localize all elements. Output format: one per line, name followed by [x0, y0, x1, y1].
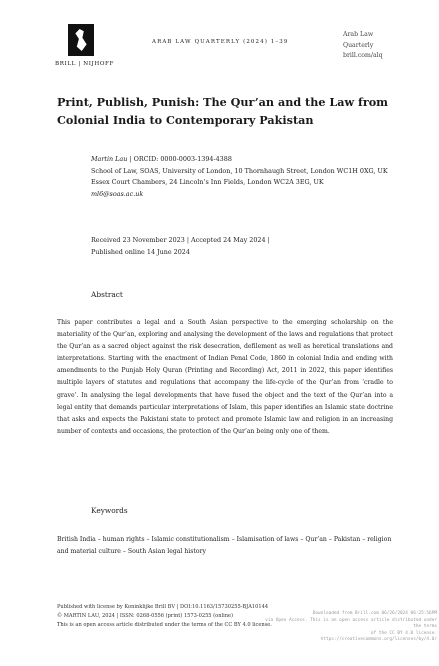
author-name: Martin Lau [91, 155, 128, 163]
download-watermark [255, 611, 437, 644]
keywords-heading: Keywords [91, 506, 128, 515]
abstract-text: This paper contributes a legal and a South Asian perspective to the emerging scholarship on the materiality of the Qur’an, exploring and analysing the development of the laws and regulations that protect the Qur’an as a sacred object against the risk desecration, defilement as well as heretical translations and interpretations. Starting with the enactment of Indian Penal Code, 1860 in colonial India and ending with amendments to the Punjab Holy Quran (Printing and Recording) Act, 2011 in 2022, this paper identifies multiple layers of statutes and regulations that accompany the life-cycle of the Qur’an from ‘cradle to grave’. In analysing the legal developments that have fused the object and the text of the Qur’an into a legal entity that demands particular interpretations of Islam, this paper identifies an Islamic state doctrine that asks and expects the Pakistani state to protect and promote Islamic law and religion in an increasing number of contexts and occasions, the protection of the Qur’an being only one of them. [57, 319, 393, 435]
article-title: Print, Publish, Punish: The Qur’an and the Law from Colonial India to Contemporary Pakistan [57, 95, 389, 127]
author-affiliation-1: School of Law, SOAS, University of London, 10 Thornhaugh Street, London WC1H 0XG, UK [91, 166, 388, 175]
footer-copyright-line: © MARTIN LAU, 2024 | ISSN: 0268-0556 (print) 1573-0255 (online) [57, 612, 234, 619]
brill-logo [68, 24, 94, 56]
publisher-name: BRILL | NIJHOFF [55, 61, 114, 67]
watermark-line-3: of the CC BY 4.0 license. [370, 630, 437, 636]
journal-name-line-1: Arab Law [343, 31, 374, 38]
author-affiliation-2: Essex Court Chambers, 24 Lincoln’s Inn Fields, London WC2A 3EG, UK [91, 178, 324, 186]
logo-figure-icon [74, 29, 88, 51]
watermark-license-link[interactable]: https://creativecommons.org/licenses/by/4.0/ [320, 637, 437, 643]
watermark-line-2: via Open Access. This is an open access article distributed under the terms [265, 617, 437, 630]
author-orcid[interactable]: | ORCID: 0000-0003-1394-4388 [129, 155, 232, 163]
dates-line-1: Received 23 November 2023 | Accepted 24 May 2024 | [91, 236, 270, 244]
journal-citation: ARAB LAW QUARTERLY (2024) 1–39 [152, 39, 289, 45]
journal-name-line-2: Quarterly [343, 41, 374, 49]
watermark-line-1: Downloaded from Brill.com 06/26/2024 06:25:56PM [312, 611, 437, 616]
footer-open-access-line: This is an open access article distributed under the terms of the CC BY 4.0 license. [57, 621, 272, 628]
dates-line-2: Published online 14 June 2024 [91, 247, 190, 256]
abstract-heading: Abstract [91, 290, 123, 299]
footer-license-line: Published with license by Koninklijke Brill BV | DOI:10.1163/15730255-BJA10144 [57, 604, 269, 610]
journal-info [343, 30, 403, 62]
author-line [91, 154, 391, 166]
author-email[interactable]: ml6@soas.ac.uk [91, 189, 144, 198]
keywords-text: British India – human rights – Islamic constitutionalism – Islamisation of laws – Qur’an – Pakistan – religion and material culture – South Asian legal history [57, 536, 392, 556]
publication-dates [91, 235, 391, 258]
journal-url[interactable]: brill.com/alq [343, 52, 383, 59]
author-block [91, 154, 391, 200]
